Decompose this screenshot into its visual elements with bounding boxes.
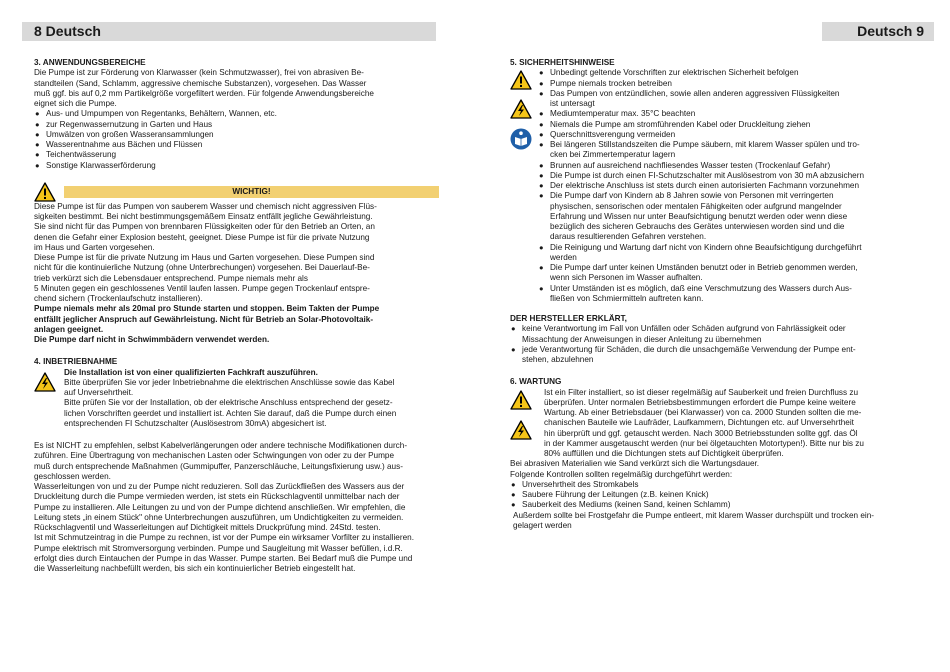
safety-list bbox=[538, 68, 915, 304]
paragraph-line: Ist mit Schmutzeintrag in die Pumpe zu rechnen, ist vor der Pumpe ein wirksamer Vorfilter zu installieren. bbox=[34, 533, 414, 543]
maintenance-block bbox=[510, 388, 915, 460]
bold-line: Die Installation ist von einer qualifizierten Fachkraft auszuführen. bbox=[64, 367, 318, 377]
paragraph-line: in der Kammer ausgetauscht werden (nur bei ölgetauchten Motortypen!). Bitte nur bis zu bbox=[544, 438, 864, 448]
list-item: ● Wasserentnahme aus Bächen und Flüssen bbox=[34, 140, 439, 150]
section-title-inbetriebnahme: 4. INBETRIEBNAHME bbox=[34, 357, 118, 367]
paragraph-line: chanischen Bauteile wie Laufräder, Laufkammern, Dichtungen etc. auf Unversehrtheit bbox=[544, 418, 854, 428]
list-item: ● Sonstige Klarwasserförderung bbox=[34, 161, 439, 171]
list-item: ● Die Pumpe darf unter keinen Umständen benutzt oder in Betrieb genommen werden, wenn sich Personen im Wasser aufhalten. bbox=[538, 263, 915, 284]
safety-block bbox=[510, 68, 915, 304]
paragraph-line: Bitte prüfen Sie vor der Installation, ob der elektrische Anschluss entsprechend der gesetz- bbox=[64, 398, 393, 408]
bold-line: anlagen geeignet. bbox=[34, 324, 104, 334]
list-item: ● Die Pumpe ist durch einen FI-Schutzschalter mit Auslösestrom von 30 mA abzusichern bbox=[538, 171, 915, 181]
paragraph-line: muß ggf. bis auf 0,2 mm Partikelgröße vorgefiltert werden. Für folgende Anwendungsbereiche bbox=[34, 88, 374, 98]
list-item: ● Bei längeren Stillstandszeiten die Pumpe säubern, mit klarem Wasser spülen und tro- cken bei Zimmertemperatur lagern bbox=[538, 140, 915, 161]
bold-line: Pumpe niemals mehr als 20mal pro Stunde starten und stoppen. Beim Takten der Pumpe bbox=[34, 304, 380, 314]
paragraph-line: sigkeiten bestimmt. Bei nicht bestimmungsgemäßem Einsatz entfällt jegliche Gewährleistung. bbox=[34, 212, 373, 221]
paragraph-line: auf Unversehrtheit. bbox=[64, 388, 134, 397]
list-item: ● Der elektrische Anschluss ist stets durch einen autorisierten Fachmann vorzunehmen bbox=[538, 181, 915, 191]
paragraph-line: Wartung. Ab einer Betriebsdauer (bei Klarwasser) von ca. 2000 Stunden sollten die me- bbox=[544, 408, 862, 417]
application-list bbox=[34, 109, 439, 171]
paragraph-line: eignet sich die Pumpe. bbox=[34, 99, 117, 108]
list-item: ● Brunnen auf ausreichend nachfliesendes Wasser testen (Trockenlauf Gefahr) bbox=[538, 161, 915, 171]
page-number-left: 8 Deutsch bbox=[34, 23, 101, 39]
list-item: ● Mediumtemperatur max. 35°C beachten bbox=[538, 109, 915, 119]
list-item: ● Umwälzen von großen Wasseransammlungen bbox=[34, 130, 439, 140]
paragraph-line: Sie sind nicht für das Pumpen von brennbaren Flüssigkeiten oder für den Betrieb an Orten, an bbox=[34, 222, 375, 232]
list-item: ● zur Regenwassernutzung in Garten und Haus bbox=[34, 120, 439, 130]
paragraph-line: Bei abrasiven Materialien wie Sand verkürzt sich die Wartungsdauer. bbox=[510, 459, 760, 469]
list-item: ● Pumpe niemals trocken betreiben bbox=[538, 79, 915, 89]
wichtig-label: WICHTIG! bbox=[64, 186, 439, 198]
page-number-right: Deutsch 9 bbox=[857, 23, 924, 39]
list-item: ● Saubere Führung der Leitungen (z.B. keinen Knick) bbox=[510, 490, 915, 500]
list-item: ● Unversehrtheit des Stromkabels bbox=[510, 480, 915, 490]
list-item: ● Unter Umständen ist es möglich, daß eine Verschmutzung des Wassers durch Aus- fließen von Schmiermitteln auftreten kann. bbox=[538, 284, 915, 305]
paragraph-line: denen die Gefahr einer Explosion besteht, geeignet. Diese Pumpe ist für die private Nutzung bbox=[34, 232, 370, 242]
hersteller-list bbox=[510, 324, 915, 365]
paragraph-line: Diese Pumpe ist für das Pumpen von sauberem Wasser und chemisch nicht aggressiven Flüs- bbox=[34, 201, 377, 211]
paragraph-line: Rückschlagventil und Wasserleitungen auf Dichtigkeit mittels Druckprüfung mind. 24Std. testen. bbox=[34, 523, 381, 532]
paragraph-line: Ist ein Filter installiert, so ist dieser regelmäßig auf Sauberkeit und freien Durchfluss zu bbox=[544, 387, 858, 397]
read-manual-icon bbox=[510, 128, 532, 150]
paragraph-line: Diese Pumpe ist für die private Nutzung im Haus und Garten vorgesehen. Diese Pumpen sind bbox=[34, 253, 375, 262]
paragraph-line: zuführen. Eine Übertragung von mechanischen Lasten oder Schwingungen von oder zu der Pumpe bbox=[34, 451, 395, 461]
paragraph-line: Bitte überprüfen Sie vor jeder Inbetriebnahme die elektrischen Anschlüsse sowie das Kabel bbox=[64, 377, 395, 387]
page-header-right bbox=[822, 22, 934, 41]
list-item: ● jede Verantwortung für Schäden, die durch die unsachgemäße Verwendung der Pumpe ent- stehen, abzulehnen bbox=[510, 345, 915, 366]
warning-triangle-icon bbox=[510, 70, 532, 90]
paragraph-line: muß durch entsprechende Maßnahmen (Gummipuffer, Panzerschläuche, Leitungsfixierung usw.) aus- bbox=[34, 461, 403, 471]
wichtig-text bbox=[34, 202, 439, 346]
list-item: ● Die Reinigung und Wartung darf nicht von Kindern ohne Beaufsichtigung durchgeführt werden bbox=[538, 243, 915, 264]
paragraph-line: Es ist NICHT zu empfehlen, selbst Kabelverlängerungen oder andere technische Modifikationen durch- bbox=[34, 441, 408, 450]
electric-warning-icon bbox=[510, 420, 532, 440]
paragraph-line: geschlossen werden. bbox=[34, 471, 111, 481]
bold-line: Die Pumpe darf nicht in Schwimmbädern verwendet werden. bbox=[34, 335, 270, 344]
section-title-hersteller: DER HERSTELLER ERKLÄRT, bbox=[510, 314, 627, 323]
list-item: ● Aus- und Umpumpen von Regentanks, Behältern, Wannen, etc. bbox=[34, 109, 439, 119]
bold-line: entfällt jeglicher Anspruch auf Gewährleistung. Nicht für Betrieb an Solar-Photovoltaik- bbox=[34, 314, 374, 324]
section-title-anwendungsbereiche: 3. ANWENDUNGSBEREICHE bbox=[34, 58, 146, 67]
maintenance-list bbox=[510, 480, 915, 511]
paragraph-line: Wasserleitungen von und zu der Pumpe nicht reduzieren. Soll das Zurückfließen des Wassers aus der bbox=[34, 482, 405, 491]
paragraph-line: trieb verkürzt sich die Lebensdauer entsprechend. Pumpe niemals mehr als bbox=[34, 273, 308, 283]
paragraph-line: Außerdem sollte bei Frostgefahr die Pumpe entleert, mit klarem Wasser durchspült und trocken ein- bbox=[513, 510, 875, 520]
paragraph-line: erfolgt dies durch Eintauchen der Pumpe in das Wasser. Pumpe starten. Bei Bedarf muß die Pumpe und bbox=[34, 553, 413, 563]
paragraph-line: im Haus und Garten vorgesehen. bbox=[34, 242, 155, 252]
paragraph-line: gelagert werden bbox=[513, 520, 572, 530]
list-item: ● Niemals die Pumpe am stromführenden Kabel oder Druckleitung ziehen bbox=[538, 120, 915, 130]
paragraph-line: überprüfen. Unter normalen Betriebsbestimmungen erfordert die Pumpe keine weitere bbox=[544, 397, 856, 407]
list-item: ● Teichentwässerung bbox=[34, 150, 439, 160]
paragraph-line: 80% auffüllen und die Dichtungen stets auf Dichtigkeit überprüfen. bbox=[544, 449, 784, 458]
list-item: ● Querschnittsverengung vermeiden bbox=[538, 130, 915, 140]
left-column bbox=[34, 58, 439, 574]
paragraph-line: Die Pumpe ist zur Förderung von Klarwasser (kein Schmutzwasser), frei von abrasiven Be- bbox=[34, 68, 364, 78]
paragraph-line: Pumpe zu installieren. Alle Leitungen zu und von der Pumpe dichtend anschließen. Wir empfehlen, die bbox=[34, 502, 406, 512]
warning-triangle-icon bbox=[34, 182, 56, 202]
right-column bbox=[510, 58, 915, 531]
paragraph-line: Pumpe elektrisch mit Stromversorgung verbinden. Pumpe und Saugleitung mit Wasser befüllen, i.d.R. bbox=[34, 543, 403, 553]
list-item: ● Das Pumpen von entzündlichen, sowie allen anderen aggressiven Flüssigkeiten ist untersagt bbox=[538, 89, 915, 110]
electric-warning-icon bbox=[510, 99, 532, 119]
installation-body bbox=[34, 441, 439, 574]
paragraph-line: lichen Vorschriften geerdet und installiert ist. Achten Sie darauf, daß die Pumpe durch einen bbox=[64, 408, 397, 418]
section-title-wartung: 6. WARTUNG bbox=[510, 377, 562, 387]
installation-block bbox=[34, 368, 439, 430]
paragraph-line: Leitung stets „in einem Stück" ohne Unterbrechungen auszuführen, um Undichtigkeiten zu vermeiden. bbox=[34, 512, 404, 522]
paragraph-line: entsprechenden FI Schutzschalter (Auslösestrom 30mA) abgesichert ist. bbox=[64, 418, 327, 428]
paragraph-line: die Wasserleitung nachbefüllt werden, bis sich ein kontinuierlicher Betrieb eingestellt hat. bbox=[34, 564, 356, 573]
page-header-left bbox=[22, 22, 436, 41]
electric-warning-icon bbox=[34, 372, 56, 392]
list-item: ● Unbedingt geltende Vorschriften zur elektrischen Sicherheit befolgen bbox=[538, 68, 915, 78]
paragraph-line: Folgende Kontrollen sollten regelmäßig durchgeführt werden: bbox=[510, 469, 733, 479]
list-item: ● Die Pumpe darf von Kindern ab 8 Jahren sowie von Personen mit verringerten physischen, sensorischen oder mentalen Fähigkeiten oder aufgrund mangelnder Erfahrung und Wissen nur unter Beaufsichtigung benutzt werden oder wenn diese bezüglich des sicheren Gebrauchs des Gerätes unterwiesen worden sind und die daraus resultierenden Gefahren verstehen. bbox=[538, 191, 915, 242]
paragraph-line: chend sichern (Trockenlaufschutz installieren). bbox=[34, 294, 203, 303]
warning-triangle-icon bbox=[510, 390, 532, 410]
paragraph-line: 5 Minuten gegen ein geschlossenes Ventil laufen lassen. Pumpe gegen Trockenlauf entspre- bbox=[34, 283, 370, 293]
paragraph-line: standteilen (Sand, Schlamm, aggressive chemische Substanzen), vorgesehen. Das Wasser bbox=[34, 78, 367, 88]
list-item: ● Sauberkeit des Mediums (keinen Sand, keinen Schlamm) bbox=[510, 500, 915, 510]
paragraph-line: nicht für die kontinuierliche Nutzung (ohne Unterbrechungen) vorgesehen. Bei Dauerlauf-Be- bbox=[34, 263, 370, 273]
list-item: ● keine Verantwortung im Fall von Unfällen oder Schäden aufgrund von Fahrlässigkeit oder Missachtung der Anweisungen in dieser Anleitung zu übernehmen bbox=[510, 324, 915, 345]
paragraph-line: hin überprüft und ggf. getauscht werden. Nach 3000 Betriebsstunden sollte ggf. das Öl bbox=[544, 428, 858, 438]
paragraph-line: Druckleitung durch die Pumpe vermieden werden, ist stets ein Rückschlagventil unmittelbar nach der bbox=[34, 492, 400, 502]
section-title-sicherheitshinweise: 5. SICHERHEITSHINWEISE bbox=[510, 58, 615, 67]
wichtig-header bbox=[34, 182, 439, 202]
